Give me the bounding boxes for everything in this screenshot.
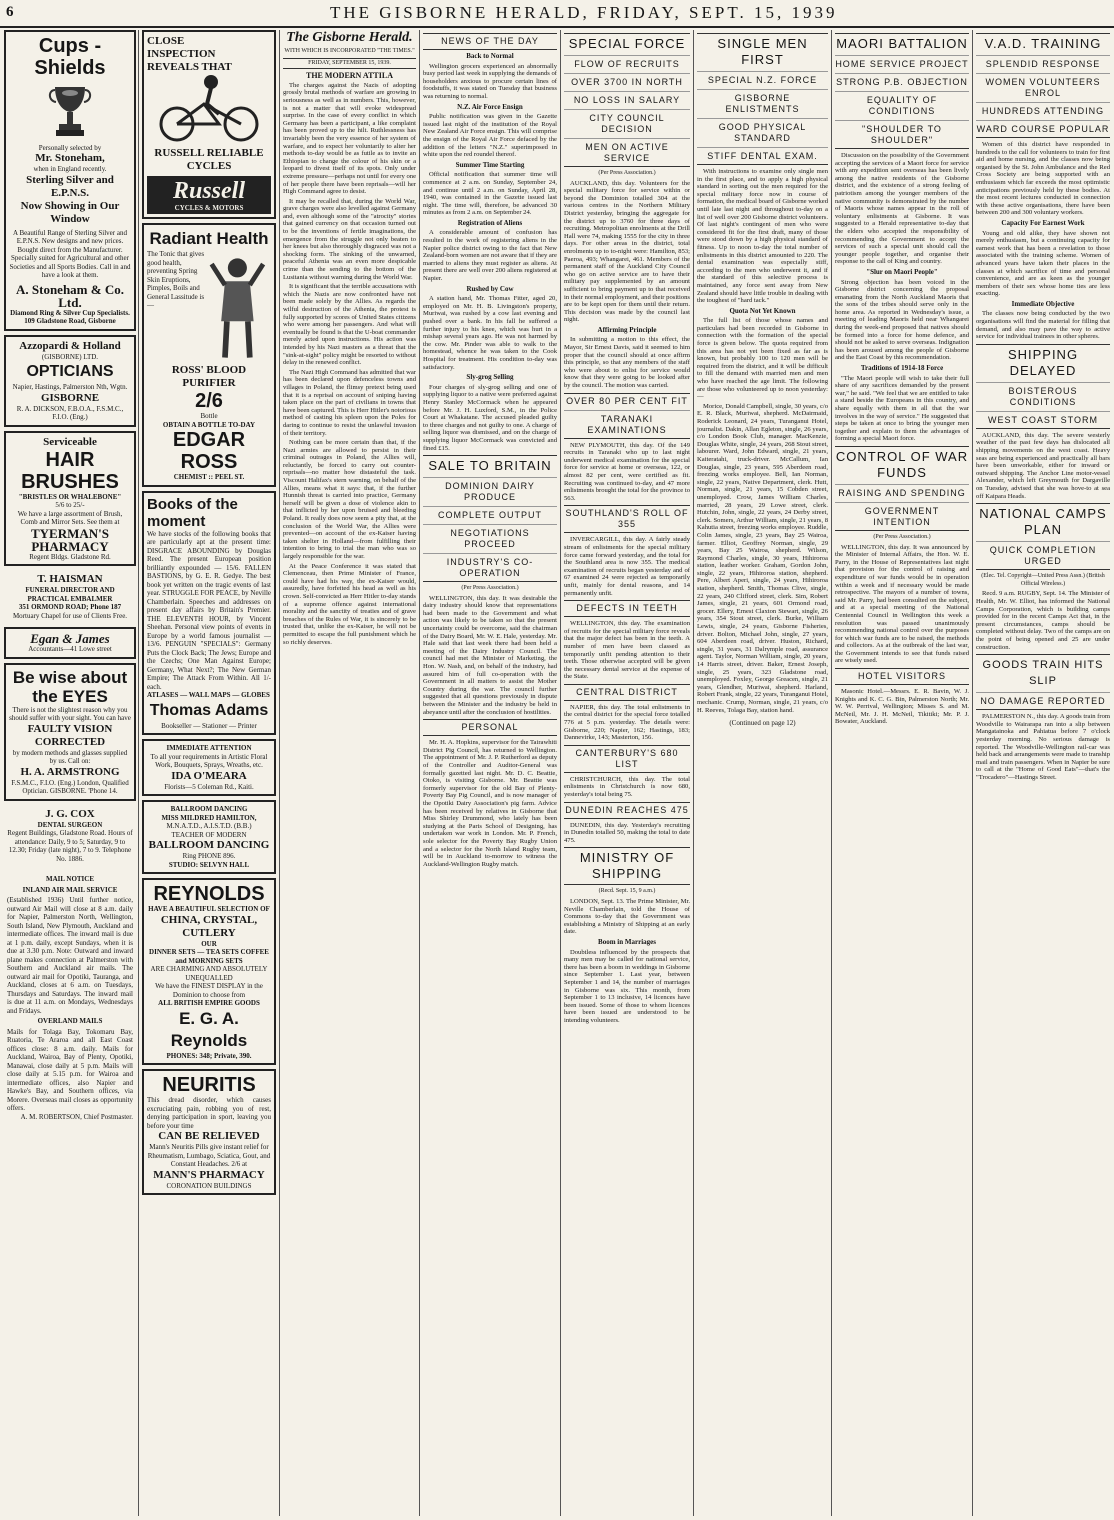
cups-title: Cups - Shields	[34, 35, 106, 79]
column-8	[976, 30, 1110, 1516]
article-text: DUNEDIN, this day. Yesterday's recruiting in Dunedin totalled 50, making the total to date 475.	[564, 821, 690, 844]
article-text: CHRISTCHURCH, this day. The total enlistments in Christchurch is now 680, yesterday's total being 75.	[564, 775, 690, 799]
cups-firm-sub: Diamond Ring & Silver Cup Specialists.	[10, 308, 130, 317]
shipping-delayed-heading	[976, 344, 1110, 429]
shipping-ministry-heading	[564, 847, 690, 885]
column-7	[835, 30, 969, 1516]
brushes-intro: Serviceable	[43, 435, 97, 448]
radiant-obtain: OBTAIN A BOTTLE TO-DAY	[162, 420, 256, 429]
shipping-delayed-deck: BOISTEROUS CONDITIONS	[976, 382, 1110, 408]
haisman-note: Mortuary Chapel for use of Clients Free.	[12, 611, 128, 620]
vad-deck: WOMEN VOLUNTEERS ENROL	[976, 73, 1110, 99]
dance-studio: STUDIO: SELVYN HALL	[168, 860, 250, 869]
column-3-editorial	[283, 30, 416, 1516]
editorial-paragraph: At the Peace Conference it was stated that Clemenceau, then Prime Minister of France, could have had his way, the ex-Kaiser would, assuredly, have forfeited his head as well as his crown. Self-convicted as Herr Hitler to-day stands of a supreme offence against international morality and the sanctity of treaties and of grave breaches of the Rules of War, it is sincerely to be trusted that, unlike the ex-Kaiser, he will not be permitted to escape the full punishment which he so richly deserves.	[283, 562, 416, 646]
mail-text: (Established 1936) Until further notice, outward Air Mail will close at 8 a.m. daily for Napier, Palmerston North, Wellington, South Island, New Plymouth, Auckland and intermediate offices. The inward mail is due at 1 p.m. daily, except Sundays, when it is due at 3.30 p.m. Note: Outward and inward plane makes connection at Palmerston with Southern and Auckland air mails. The outward air mail for Opotiki, Tauranga, and Auckland, closes at 6 a.m. on Tuesdays, Thursdays and Saturdays. The inward mail is due at 11 a.m. on Mondays, Wednesdays and Fridays.	[7, 896, 133, 1015]
editorial-paragraph: It may be recalled that, during the World War, grave charges were also levelled against Germany and, even although some of the "atrocity" stories that gained currency on that occasion turned out to be the inventions of fertile imaginations, the emergence from the struggle not only beaten to her knees but also thoroughly disgraced was not a shocking form. The sinking of the unwarned, peaceful Athenia was an even more despicable crime than the sending to the bottom of the Lusitania without warning during the World War.	[283, 197, 416, 281]
single-men-deck: SPECIAL N.Z. FORCE	[697, 71, 828, 86]
byline: (Per Press Association.)	[598, 170, 656, 176]
special-force-deck: CITY COUNCIL DECISION	[564, 109, 690, 135]
brushes-text: We have a large assortment of Brush, Comb and Mirror Sets. See them at	[17, 509, 123, 527]
article-text: AUCKLAND, this day. Volunteers for the special military force for service within or beyond the Dominion totalled 304 at the various centres in the Northern Military District yesterday, bringing the aggregate for the district up to 3760 for three days of recruiting. Metropolitan enrolments at the Drill Hall were 74, making 1555 for the city in three days. For other areas in the district, total enrolments up to to-night were: Hamilton, 853; Paeroa, 493; Whangarei, 461. Members of the permanent staff of the Auckland City Council who go on active service are to have their military pay supplemented by an amount sufficient to bring payment up to that received in their normal employment, and their positions are to be kept open for them until their return. This decision was made by the council last night.	[564, 179, 690, 324]
news-item-title: Rushed by Cow	[466, 284, 514, 293]
southland-title: SOUTHLAND'S ROLL OF 355	[565, 508, 689, 530]
article-text: Masonic Hotel.—Messrs. E. R. Bavin, W. J. Knights and K. C. G. Bin, Palmerston North; Mr. W. W. Perrival, Wellington; Misses S. and M. McNeil, Mr. J. H. McNeil, Tikitiki; Mr. P. J. Bowater, Auckland.	[835, 688, 969, 726]
article-text: Discussion on the possibility of the Government accepting the services of a Maori force for service with any expedition sent overseas has been lively among the native residents of the Gisborne district, and the existence of a strong feeling of patriotism among the younger members of the native community is demonstrated by the number of Maoris whose names appear in the roll of voluntary enlistments at Gisborne. It was suggested to a Herald representative to-day that the elders who accepted the responsibility of recommending the Government to accept the services of such a special unit should call the younger people together, and organise their response to the call of King and country.	[835, 152, 969, 266]
brushes-price: 5/6 to 25/-	[55, 501, 85, 510]
shipping-delayed-deck: WEST COAST STORM	[976, 411, 1110, 426]
camps-title: NATIONAL CAMPS PLAN	[979, 506, 1107, 538]
news-item-title: Sly-grog Selling	[466, 373, 514, 382]
article-text: NEW PLYMOUTH, this day. Of the 149 recruits in Taranaki who up to last night underwent medical examination for the special force for service at home or overseas, 122, or almost 82 per cent, were certified as fit. Recruiting was continued to-day, and 47 more enlistments brought the total for the province to 563.	[564, 441, 690, 502]
war-funds-deck: RAISING AND SPENDING	[835, 484, 969, 499]
byline: (Recd. Sept. 15, 9 a.m.)	[598, 888, 656, 895]
cups-line: Mr. Stoneham,	[35, 152, 105, 165]
teeth-title: DEFECTS IN TEETH	[576, 603, 678, 614]
camps-deck: QUICK COMPLETION URGED	[976, 541, 1110, 567]
byline: (Per Press Association.)	[461, 585, 519, 592]
vad-training-heading	[976, 33, 1110, 138]
radiant-name: ROSS' BLOOD PURIFIER	[171, 364, 247, 390]
news-item-title: Back to Normal	[466, 52, 514, 60]
neuritis-title: NEURITIS	[162, 1074, 256, 1097]
egan-name: Egan & James	[30, 631, 110, 647]
special-force-deck: FLOW OF RECRUITS	[564, 55, 690, 70]
article-text: LONDON, Sept. 13. The Prime Minister, Mr. Neville Chamberlain, told the House of Commons to-day that the Government was establishing a Ministry of Shipping at an early date.	[564, 898, 690, 936]
vad-deck: SPLENDID RESPONSE	[976, 55, 1110, 70]
dance-quals: M.N.A.T.D., A.I.S.T.D. (B.B.)	[166, 822, 252, 831]
news-item-text: Four charges of sly-grog selling and one of supplying liquor to a native were preferred against Henry Stanley McCormack when he appeared before Mr. J. H. Luxford, S.M., in the Police Court at Whakatane. The accused pleaded guilty to three charges and not guilty to one. A charge of selling liquor was dismissed, and on the charge of supplying liquor McCormack was convicted and fined £15.	[423, 383, 557, 452]
subheading: Traditions of 1914-18 Force	[860, 364, 944, 373]
hotel-visitors-title: HOTEL VISITORS	[857, 671, 947, 682]
fit-title: OVER 80 PER CENT FIT	[566, 395, 688, 406]
cox-title: DENTAL SURGEON	[37, 820, 103, 829]
optician-towns: Napier, Hastings, Palmerston Nth, Wgtn.	[12, 383, 128, 392]
radiant-firm: EDGAR ROSS	[172, 429, 246, 474]
sale-to-britain-heading	[423, 455, 557, 582]
editorial-date: FRIDAY, SEPTEMBER 15, 1939.	[283, 58, 416, 70]
article-text: In submitting a motion to this effect, the Mayor, Sir Ernest Davis, said it seemed to him proper that the council should at once affirm this principle, so that any members of the staff who were about to enlist for service would know that they were going to be looked after by the council. The motion was carried.	[564, 336, 690, 390]
britain-deck: COMPLETE OUTPUT	[423, 506, 557, 521]
books-atlases: ATLASES — WALL MAPS — GLOBES	[147, 691, 270, 700]
single-men-deck: GOOD PHYSICAL STANDARD	[697, 118, 828, 144]
brushes-firm: TYERMAN'S PHARMACY	[30, 525, 109, 554]
haisman-ad	[4, 570, 136, 623]
maori-battalion-deck: HOME SERVICE PROJECT	[835, 55, 969, 70]
optician-title: OPTICIANS	[26, 363, 114, 381]
reynolds-ad	[142, 878, 276, 1065]
books-firm-sub: Bookseller — Stationer — Printer	[161, 721, 257, 730]
article-text: WELLINGTON, this day. It was announced by the Minister of Internal Affairs, the Hon. W. E. Parry, in the House of Representatives last night that provision for the control of raising and expenditure of war funds would be in operation within a week and if necessary would be made retrospective. The mayors of a number of towns, said Mr. Parry, had been consulted on the subject, and at a special meeting of the National Centennial Council in Wellington this week a resolution was passed unanimously recommending national control over the purposes for which war funds are to be raised, the methods and collectors. As at the outbreak of the last war, the Government intends to see that funds raised are wisely used.	[835, 543, 969, 665]
article-text: WELLINGTON, this day. The examination of recruits for the special military force reveals that the major defect has been in the teeth. A number of men have been classed as temporarily unfit pending attention to their teeth. Those otherwise accepted will be given the necessary dental service at the expense of the State.	[564, 620, 690, 681]
eyes-title: Be wise about the EYES	[12, 667, 128, 706]
editorial-paragraph: It is significant that the terrible accusations with which the Nazis are now confronted have not been made solely by the Allies. As regards the wilful destruction of the Athenia, the protest is fully supported by scores of United States citizens who were among her passengers. And what will eventually be found is that the U-boat commander merely acted upon instructions. His action was intended by his Nazi masters as a threat that the "sink-at-sight" policy might be resorted to without delay in the renewed conflict.	[283, 283, 416, 367]
nameplate: The Gisborne Herald.	[286, 30, 413, 45]
reynolds-phones: PHONES: 348; Private, 390.	[166, 1051, 252, 1060]
maori-battalion-title: MAORI BATTALION	[836, 36, 968, 51]
article-text: Recd. 9 a.m. RUGBY, Sept. 14. The Minister of Health, Mr. W. Elliot, has informed the National Camps Corporation, which is building camps provided for in the recent Camps Act that, in the present circumstances, camps should be completed without delay. Two of the camps are on the point of being opened and 25 are under construction.	[976, 590, 1110, 651]
war-funds-heading	[835, 446, 969, 531]
egan-sub: Accountants—41 Lowe street	[28, 645, 112, 654]
special-force-deck: NO LOSS IN SALARY	[564, 91, 690, 106]
neuritis-text: Mann's Neuritis Pills give instant relief for Rheumatism, Lumbago, Sciatica, Gout, and Constant Headaches. 2/6 at	[147, 1143, 271, 1169]
masthead-title: THE GISBORNE HERALD, FRIDAY, SEPT. 15, 1939	[330, 3, 838, 22]
news-item-title: Summer Time Starting	[455, 160, 525, 169]
column-2	[142, 30, 276, 1516]
byline: (Elec. Tel. Copyright—United Press Assn.) (British Official Wireless.)	[981, 573, 1105, 587]
cyclist-illustration-icon	[149, 74, 269, 144]
optician-sub: (GISBORNE) LTD.	[41, 352, 99, 361]
mail-sub: INLAND AIR MAIL SERVICE	[22, 885, 118, 894]
russell-logo-sub: CYCLES & MOTORS	[174, 203, 244, 212]
news-title: NEWS OF THE DAY	[441, 36, 539, 46]
special-force-deck: MEN ON ACTIVE SERVICE	[564, 138, 690, 164]
reynolds-finest: We have the FINEST DISPLAY in the Dominion to choose from	[155, 982, 263, 999]
subheading: Immediate Objective	[1011, 299, 1075, 308]
maori-battalion-deck: EQUALITY OF CONDITIONS	[835, 91, 969, 117]
russell-cycles-ad	[142, 30, 276, 219]
article-text: "The Maori people will wish to take their full share of any sacrifices demanded by the present war," he said. "We feel that we are entitled to take a stand beside the Europeans in this country, and share equally with them in all that the war involves in the way of service." He suggested that steps be taken at once to bring the younger men together and explain to them the advantages of forming a special Maori force.	[835, 374, 969, 443]
mail-title: MAIL NOTICE	[45, 875, 95, 884]
single-men-deck: STIFF DENTAL EXAM.	[697, 147, 828, 162]
radiant-unit: Bottle	[200, 412, 218, 421]
central-heading	[564, 684, 690, 701]
eyes-name: H. A. ARMSTRONG	[20, 765, 120, 778]
cups-line: Sterling Silver and	[26, 173, 114, 186]
russell-logo-text: Russell	[172, 177, 246, 204]
haisman-line: FUNERAL DIRECTOR AND PRACTICAL EMBALMER	[25, 586, 115, 603]
special-force-title: SPECIAL FORCE	[568, 36, 686, 51]
neuritis-text: This dread disorder, which causes excruciating pain, robbing you of rest, denying participation in sport, leaving you before your time	[147, 1096, 271, 1130]
news-item-title: Registration of Aliens	[457, 218, 523, 227]
article-text: The classes now being conducted by the two organisations will find the material for filling that demand, and also may pave the way to active service for individual trainees in other spheres.	[976, 310, 1110, 341]
article-text: NAPIER, this day. The total enlistments in the central district for the special force totalled 776 at 5 p.m. yesterday. The details were: Gisborne, 220; Napier, 162; Hastings, 183; Dannevirke, 143; Masterton, 156.	[564, 703, 690, 742]
woman-figure-icon	[204, 252, 271, 362]
news-item-text: A considerable amount of confusion has resulted in the work of registering aliens in the Napier police district owing to the fact that New Zealand-born women are not aware that if they are married to aliens they must register as aliens. At present there are well over 200 aliens registered at Napier.	[423, 229, 557, 283]
subheading: Boom in Marriages	[598, 937, 656, 946]
eyes-quals: F.S.M.C., F.I.O. (Eng.) London, Qualified Optician. GISBORNE. 'Phone 14.	[11, 778, 129, 796]
war-funds-title: CONTROL OF WAR FUNDS	[835, 448, 969, 480]
radiant-firm-sub: CHEMIST :: PEEL ST.	[173, 473, 245, 482]
radiant-health-ad	[142, 223, 276, 487]
single-men-title: SINGLE MEN FIRST	[717, 36, 808, 67]
optician-town: GISBORNE	[40, 391, 100, 404]
southland-heading	[564, 505, 690, 533]
goods-train-heading	[976, 654, 1110, 710]
brushes-title: HAIR BRUSHES	[21, 448, 119, 493]
war-funds-deck: GOVERNMENT INTENTION	[835, 502, 969, 528]
reynolds-sets: DINNER SETS — TEA SETS COFFEE and MORNING SETS	[149, 948, 269, 965]
reynolds-firm: E. G. A. Reynolds	[170, 1008, 248, 1050]
single-men-deck: GISBORNE ENLISTMENTS	[697, 89, 828, 115]
mail-sign: A. M. ROBERTSON, Chief Postmaster.	[20, 1112, 133, 1121]
reynolds-note: ARE CHARMING AND ABSOLUTELY UNEQUALLED	[150, 965, 268, 982]
mail-text: Mails for Tolaga Bay, Tokomaru Bay, Ruatoria, Te Araroa and all East Coast offices close: 8 a.m. daily. Mails for Auckland, Wairoa, Bay of Plenty, Opotiki, Manawai, close daily at 5 p.m. Mails will close daily at 5.15 p.m. for Wairoa and intermediate offices, also Napier and Hawke's Bay, and Southern offices, via Morere. Overseas mail closes as opportunity offers.	[7, 1027, 133, 1113]
personal-heading	[423, 719, 557, 736]
britain-text: WELLINGTON, this day. It was desirable the dairy industry should know that representations had been made to the Government and what action was likely to be taken so that the present uncertainty could be overcome, said the chairman of the Dairy Board, Mr. W. E. Hale, yesterday. Mr. Hale said that last week there had been held a meeting of the Dairy Industry Council. The council had met the Minister of Marketing, the Hon. W. Nash, and, on behalf of the industry, had assured him of full co-operation with the Government in all matters to assist the Mother Country during the war. The council further suggested that all questions previously in dispute between the Minister and the industry be held in abeyance until after the conclusion of hostilities.	[423, 594, 557, 716]
haisman-name: T. HAISMAN	[37, 573, 103, 586]
russell-line: CLOSE	[147, 35, 185, 47]
incorporated-line: WITH WHICH IS INCORPORATED "THE TIMES."	[284, 48, 415, 54]
column-5	[564, 30, 690, 1516]
page-number: 6	[6, 4, 14, 20]
article-text: Strong objection has been voiced in the Gisborne district concerning the proposal emanating from the North Auckland Maoris that the sons of the tribes should serve only in the home area. As reported in Wednesday's issue, a meeting of leading Maoris held near Whangarei during the week-end proposed that natives should be formed into a force for home defence, and should not be asked to serve overseas. Indignation has been aroused among the people of Gisborne and the East Coast by this recommendation.	[835, 278, 969, 362]
reynolds-items: CHINA, CRYSTAL, CUTLERY	[160, 913, 258, 939]
cups-shields-ad	[4, 30, 136, 331]
article-text: Young and old alike, they have shown not merely enthusiasm, but a continuing capacity for earnest work that has been a revelation to those associated with the training scheme. Women of advanced years have taken their places in the classes at which sacrifice of time and personal convenience, and are as keen as the younger members of their sex whose home ties are less exacting.	[976, 229, 1110, 298]
article-text: PALMERSTON N., this day. A goods train from Woodville to Wairarapa ran into a slip between Mangatainoka and Pahiatua before 7 o'clock yesterday morning. No serious damage is reported. The Woodville-Wellington rail-car was held back and arrangements were made to tranship mail and train passengers. When in Napier be sure to call at the "Home of Good Eats"—that's the "Trocadero"—Hastings Street.	[976, 713, 1110, 781]
central-title: CENTRAL DISTRICT	[576, 686, 678, 697]
books-ad	[142, 491, 276, 736]
fit-heading	[564, 393, 690, 439]
canterbury-heading	[564, 745, 690, 773]
news-item-text: Wellington grocers experienced an abnormally busy period last week in supplying the demands of householders anxious to procure certain lines of foodstuffs, it was stated on Tuesday that business was returning to normal.	[423, 62, 557, 100]
radiant-price: 2/6	[195, 390, 223, 413]
goods-train-title: GOODS TRAIN HITS SLIP	[982, 659, 1104, 688]
omeara-text: To all your requirements in Artistic Floral Work, Bouquets, Sprays, Wreaths, etc.	[150, 752, 268, 770]
editorial-paragraph: The charges against the Nazis of adopting grossly brutal methods of warfare are growing in seriousness as well as in numbers. This, however, is not a matter that will evoke widespread surprise. In the case of every conflict in which Germany has been a participant, a like complaint has been proved up to the hilt. Ruthlessness has invariably been the very essence of her system of warfare, and to expect her voluntarily to alter her methods to-day would be as futile as to invite an Ethiopian to change the colour of his skin or a leopard to divest itself of its spots. Only under extreme pressure—perhaps not until for every one of her people there have been reprisals—will her High Command agree to desist.	[283, 81, 416, 196]
hair-brushes-ad	[4, 431, 136, 567]
article-text: INVERCARGILL, this day. A fairly steady stream of enlistments for the special military force came forward yesterday, and the total for the Southland area is now 355. The medical examination of recruits began yesterday and of 67 examined 24 were rejected as temporarily unfit, mainly for dental reasons, and 14 permanently unfit.	[564, 536, 690, 597]
brushes-address: Regent Bldgs. Gladstone Rd.	[29, 552, 111, 561]
cups-line: Personally selected by	[38, 143, 102, 152]
books-text: We have stocks of the following books that are particularly apt at the present time: DISGRACE ABOUNDING by Douglas Reed. The present European position brilliantly expounded — 15/6. FALLEN BASTIONS, by G. E. R. Gedye. The best book yet written on the tragic events of last year. STRUGGLE FOR PEACE, by Neville Chamberlain. Speeches and addresses on present day affairs by Britain's Premier. THE ELEVENTH HOUR, by Vincent Sheehan. Personal view points of events in Europe by a world famous journalist — 13/6. PENGUIN "SPECIALS": Germany Puts the Clock Back; The Jews; Europe and the Czechs; One Man Against Europe; Germany, What Next?; The New German Empire; The Attack From Within. All 1/- each.	[147, 529, 271, 691]
continued-note: (Continued on page 12)	[729, 719, 796, 728]
omeara-sub: Florists—5 Coleman Rd., Kaiti.	[164, 782, 254, 791]
article-text: AUCKLAND, this day. The severe westerly weather of the past few days has dislocated all shipping movements on the west coast. Heavy seas are being experienced and practically all bars have been unworkable, either for inward or outward shipping. The Anchor Line motor-vessel Alexander, which left Greymouth for Dargaville on Tuesday, advised that she was hove-to at sea off Kaipara Heads.	[976, 431, 1110, 500]
article-text: The full list of those whose names and particulars had been recorded in Gisborne in connection with the formation of the special force is given below. The quota required from this area has not yet been fixed as far as is known, but probably 100 to 120 men will be required from the district, and it will be difficult to fill the demand with married men and men who have reached the age limit. The following are those who volunteered up to noon yesterday:—	[697, 317, 828, 401]
maori-battalion-deck: "SHOULDER TO SHOULDER"	[835, 120, 969, 146]
article-text: Doubtless influenced by the prospects that many men may be called for national service, there has been a boom in weddings in Gisborne since September 1. Last year, between September 1 and 14, the number of marriages in Gisborne was six. This month, from September 1 to 13 inclusive, 14 licences have been issued. Some of those to whom licences have been issued are understood to be intending volunteers.	[564, 948, 690, 1024]
shipping-ministry-title: MINISTRY OF SHIPPING	[579, 850, 675, 882]
trophy-cup-icon	[47, 81, 93, 139]
books-title: Books of the moment	[147, 495, 238, 530]
britain-deck: INDUSTRY'S CO-OPERATION	[423, 553, 557, 579]
omeara-name: IDA O'MEARA	[171, 769, 247, 782]
mail-notice	[4, 870, 136, 1124]
cox-text: Regent Buildings, Gladstone Road. Hours of attendance: Daily, 9 to 5; Saturday, 9 to 12.30; Friday (late night), 7 to 9. Telephone No. 1886.	[7, 829, 133, 863]
cox-name: J. G. COX	[45, 807, 95, 820]
dance-line: BALLROOM DANCING	[170, 805, 248, 814]
eyes-ad	[4, 663, 136, 801]
mail-sub: OVERLAND MAILS	[37, 1017, 103, 1026]
omeara-title: IMMEDIATE ATTENTION	[166, 744, 252, 753]
cups-address: 109 Gladstone Road, Gisborne	[24, 317, 116, 326]
column-6	[697, 30, 828, 1516]
hotel-visitors-heading	[835, 668, 969, 685]
canterbury-title: CANTERBURY'S 680 LIST	[575, 747, 679, 769]
camps-heading	[976, 503, 1110, 570]
dance-name: MISS MILDRED HAMILTON,	[161, 813, 257, 822]
russell-line: REVEALS THAT	[147, 61, 232, 73]
maori-battalion-deck: STRONG P.B. OBJECTION	[835, 73, 969, 88]
single-men-heading	[697, 33, 828, 165]
dance-title: BALLROOM DANCING	[148, 839, 270, 852]
subheading: "Slur on Maori People"	[866, 267, 938, 276]
radiant-title: Radiant Health	[149, 229, 269, 249]
cups-body: A Beautiful Range of Sterling Silver and E.P.N.S. New designs and new prices. Bought direct from the Manufacturer. Specially suited for Agricultural and other Societies and all Sports Bodies. Call in and have a look at them.	[9, 228, 131, 280]
cups-line: Now Showing in Our Window	[20, 199, 120, 225]
eyes-by: by modern methods and glasses supplied by us. Call on:	[12, 748, 128, 766]
personal-title: PERSONAL	[461, 722, 519, 733]
enlistment-names-list: Morice, Donald Campbell, single, 30 years, c/o E. R. Black, Muriwai, shepherd. McDairmaid, Roderick Leonard, 24 years, Turanganui Hotel, journalist. Dakin, Allan Egleton, single, 26 years, c/o London Book Club, manager. MacKenzie, Douglas White, single, 24 years, 268 Stout street, labourer. Ward, John Edward, single, 21 years, Kaiteratahi, truck-driver. McCallum, Ian Douglas, single, 23 years, 595 Aberdeen road, freezing works employee. Bell, Ian Norman, single, 22 years, Native Department, clerk. Hutt, Norman, single, 21 years, 15 Cobden street, unemployed. Crow, James William Charles, married, 28 years, 29 Lowe street, clerk. Hutchin, John, single, 22 years, 24 Derby street, clerk. Somers, Arthur William, single, 21 years, 8 Kahutia street, freezing works employee. Ruddle, Colin James, single, 23 years, Bay 25 Wairoa, farmer. Elliot, Geoffrey Norman, single, 29 years, Bay 25 Wairoa, shepherd. Wilson, Raymond Charles, single, 30 years, Hihiroroa station, leather worker. Graham, Gordon John, single, 22 years, Hihiroroa station, shepherd. Pere, Albert Aperi, single, 24 years, Hihiroroa station, shepherd. Smith, Thomas Clive, single, 22 years, 240 Clifford street, clerk. Sim, Robert James, single, 21 years, 601 Ormond road, grocer. Ellery, Ernest Claxton Stewart, single, 26 years, 354 Stout street, clerk. Burke, William Lewis, single, 24 years, Gisborne Fisheries, driver. Bolton, Michael John, single, 27 years, 604 Aberdeen road, driver. Huston, Richard, single, 31 years, 31 Dalrymple road, assurance agent. Taylor, Norman William, single, 20 years, 14 Harris street, driver. Baker, Ernest Joseph, single, 25 years, 323 Gladstone road, unemployed. Foxley, George Greacen, single, 21 years, Glendher, Muriwai, shepherd. Harland, Robert Frank, single, 22 years, Turanganui Hotel, mechanic. Crump, Norman, single, 21 years, c/o H. Reeves, Tolaga Bay, station hand.	[697, 402, 828, 714]
britain-title: SALE TO BRITAIN	[428, 458, 552, 474]
reynolds-title: REYNOLDS	[153, 883, 265, 906]
dance-phone: Ring PHONE 896.	[182, 852, 236, 861]
masthead	[0, 0, 1114, 28]
haisman-address: 351 ORMOND ROAD; Phone 187	[18, 603, 122, 612]
radiant-text: The Tonic that gives good health, preventing Spring Skin Eruptions, Pimples, Boils and General Lassitude is—	[147, 250, 205, 310]
vad-title: V.A.D. TRAINING	[984, 36, 1102, 51]
news-item-text: Public notification was given in the Gazette issued last night of the institution of the Royal New Zealand Air Force ensign. This will comprise the ensign of the Royal Air Force defaced by the addition of the letters "N.Z." superimposed in white upon the red roundel thereof.	[423, 113, 557, 159]
teeth-heading	[564, 600, 690, 617]
editorial-paragraph: Nothing can be more certain than that, if the Nazi armies are allowed to persist in their criminal outrages in Poland, the Allies will, reluctantly, be forced to carry out counter-reprisals—no matter how distasteful the task. Viscount Halifax's stern warning, on behalf of the Allies, means what it says: that, if the further Hunnish threat is carried into practice, Germany herself will be given a dose of violence akin to that inflicted by her upon bruised and bleeding Poland. It really does now seem a pity that, at the conclusion of the World War, the Allies were prevented—on account of the ex-Kaiser having taken shelter in Holland—from fulfilling their intention to bring to trial the man who was so largely responsible for the war.	[283, 439, 416, 560]
neuritis-firm-sub: CORONATION BUILDINGS	[166, 1181, 252, 1190]
dunedin-heading	[564, 802, 690, 819]
personal-text: Mr. H. A. Hopkins, supervisor for the Tairawhiti District Pig Council, has returned to Wellington. The appointment of Mr. J. P. Rutherford as deputy of the Controller and Auditor-General was formally gazetted last night. Mr. D. C. Beattie, Otoko, is visiting Gisborne. Mr. Beattie was formerly supervisor for the old Bay of Plenty-Poverty Bay Pig Council, and is now manager of the Opotiki Dairy Association's pig farm. Advice has been received by relatives in Gisborne that Miss Shirley Drummond, who lately has been studying at the Paris School of Designing, has undertaken war work in London. Mr. P. French, sole selector for the Poverty Bay Rugby Union and a selector for the North Island Rugby team, will be in Auckland to-morrow to witness the Auckland-Wellington Rugby match.	[423, 739, 557, 868]
vad-deck: HUNDREDS ATTENDING	[976, 102, 1110, 117]
subheading: Quota Not Yet Known	[729, 306, 796, 315]
eyes-faulty: FAULTY VISION CORRECTED	[27, 722, 113, 748]
special-force-deck: OVER 3700 IN NORTH	[564, 73, 690, 88]
shipping-delayed-title: SHIPPING DELAYED	[1007, 346, 1079, 378]
special-force-heading	[564, 33, 690, 167]
byline: (Per Press Association.)	[873, 533, 931, 540]
dance-tagline: TEACHER OF MODERN	[171, 830, 247, 839]
egan-james-ad	[4, 627, 136, 659]
neuritis-ad	[142, 1069, 276, 1195]
cups-line: E.P.N.S.	[50, 186, 90, 199]
britain-deck: NEGOTIATIONS PROCEED	[423, 524, 557, 550]
optician-name: Azzopardi & Holland	[19, 339, 121, 352]
brushes-brand: "BRISTLES OR WHALEBONE"	[18, 492, 122, 501]
fit-sub: TARANAKI EXAMINATIONS	[564, 410, 690, 436]
news-item-text: A station hand, Mr. Thomas Fitter, aged 20, employed on Mr. H. B. Livingston's property, Muriwai, was rushed by a cow last evening and pushed over a bank. In his fall he suffered a further injury to his knee, which was hurt in a mishap several years ago. He was not harmed by the cow. Mr. Pinder was able to walk to the homestead, whence he was taken to the Cook Hospital for treatment. His condition to-day was satisfactory.	[423, 295, 557, 371]
optician-manager: R. A. DICKSON, F.B.O.A., F.S.M.C., F.I.O. (Eng.)	[16, 404, 124, 422]
reynolds-our: OUR	[201, 939, 217, 948]
editorial-title: THE MODERN ATTILA	[306, 71, 393, 81]
editorial-paragraph: The Nazi High Command has admitted that war has been declared upon defenceless towns and villages in Poland, the flimsy pretext being used that it is a reprisal on account of sniping having taken place on the part of civilians in towns that have been captured. This is Herr Hitler's notorious method of casting his spleen upon the Poles for daring to continue to resist the unlawful invasion of their territory.	[283, 368, 416, 437]
news-item-text: Official notification that summer time will commence at 2 a.m. on Sunday, September 24, and continue until 2 a.m. on Sunday, April 28, 1940, was contained in the Gazette issued last night. The time will, therefore, be advanced 30 minutes as from 2 a.m. on September 24.	[423, 171, 557, 217]
omeara-ad	[142, 739, 276, 796]
column-1	[4, 30, 136, 1516]
books-firm: Thomas Adams	[149, 701, 269, 719]
cups-line: when in England recently.	[33, 165, 107, 174]
russell-line: INSPECTION	[147, 48, 216, 60]
subheading: Affirming Principle	[597, 325, 657, 334]
optician-ad	[4, 335, 136, 427]
maori-battalion-heading	[835, 33, 969, 149]
neuritis-firm: MANN'S PHARMACY	[153, 1168, 265, 1181]
dancing-ad	[142, 800, 276, 874]
neuritis-can: CAN BE RELIEVED	[158, 1130, 260, 1143]
column-4	[423, 30, 557, 1516]
cox-ad	[4, 805, 136, 867]
dunedin-title: DUNEDIN REACHES 475	[565, 804, 689, 815]
russell-caption: RUSSELL RELIABLE CYCLES	[154, 146, 264, 172]
subheading: Capacity For Earnest Work	[1001, 218, 1085, 227]
cups-firm: A. Stoneham & Co. Ltd.	[16, 281, 124, 310]
reynolds-all: ALL BRITISH EMPIRE GOODS	[158, 999, 260, 1008]
article-text: Women of this district have responded in hundreds to the call for volunteers to train for first aid and home nursing, and the classes now being organised by the St. John Ambulance and the Red Cross Society are being supported with an enthusiasm which far exceeds the most optimistic anticipations previously held by these bodies. At the most recent lectures conducted in connection with these active organisations, there have been between 200 and 300 voluntary workers.	[976, 141, 1110, 217]
article-text: With instructions to examine only single men in the first place, and to apply a high physical standard in sorting out the men required for the special military force now in course of formation, the medical board of Gisborne worked until late last night and throughout to-day on a list of well over 200 Gisborne district volunteers. Of last night's contingent of men who were considered fit for the first draft, many of those were stood down by a high physical standard of fitness. Up to noon to-day the total number of enlistments in this district amounted to 220. The dental examination was especially stiff, according to the men who underwent it, and if the standard of this selective process is maintained, any force sent away from New Zealand should have little trouble in dealing with the toughest of "hard tack."	[697, 168, 828, 305]
goods-train-deck: NO DAMAGE REPORTED	[976, 692, 1110, 707]
vad-deck: WARD COURSE POPULAR	[976, 120, 1110, 135]
reynolds-sub: HAVE A BEAUTIFUL SELECTION OF	[148, 905, 270, 914]
britain-deck: DOMINION DAIRY PRODUCE	[423, 477, 557, 503]
eyes-text: There is not the slightest reason why you should suffer with your sight. You can have	[9, 705, 131, 723]
news-of-day-heading	[423, 33, 557, 50]
news-item-title: N.Z. Air Force Ensign	[457, 102, 523, 111]
russell-logo	[147, 176, 271, 215]
